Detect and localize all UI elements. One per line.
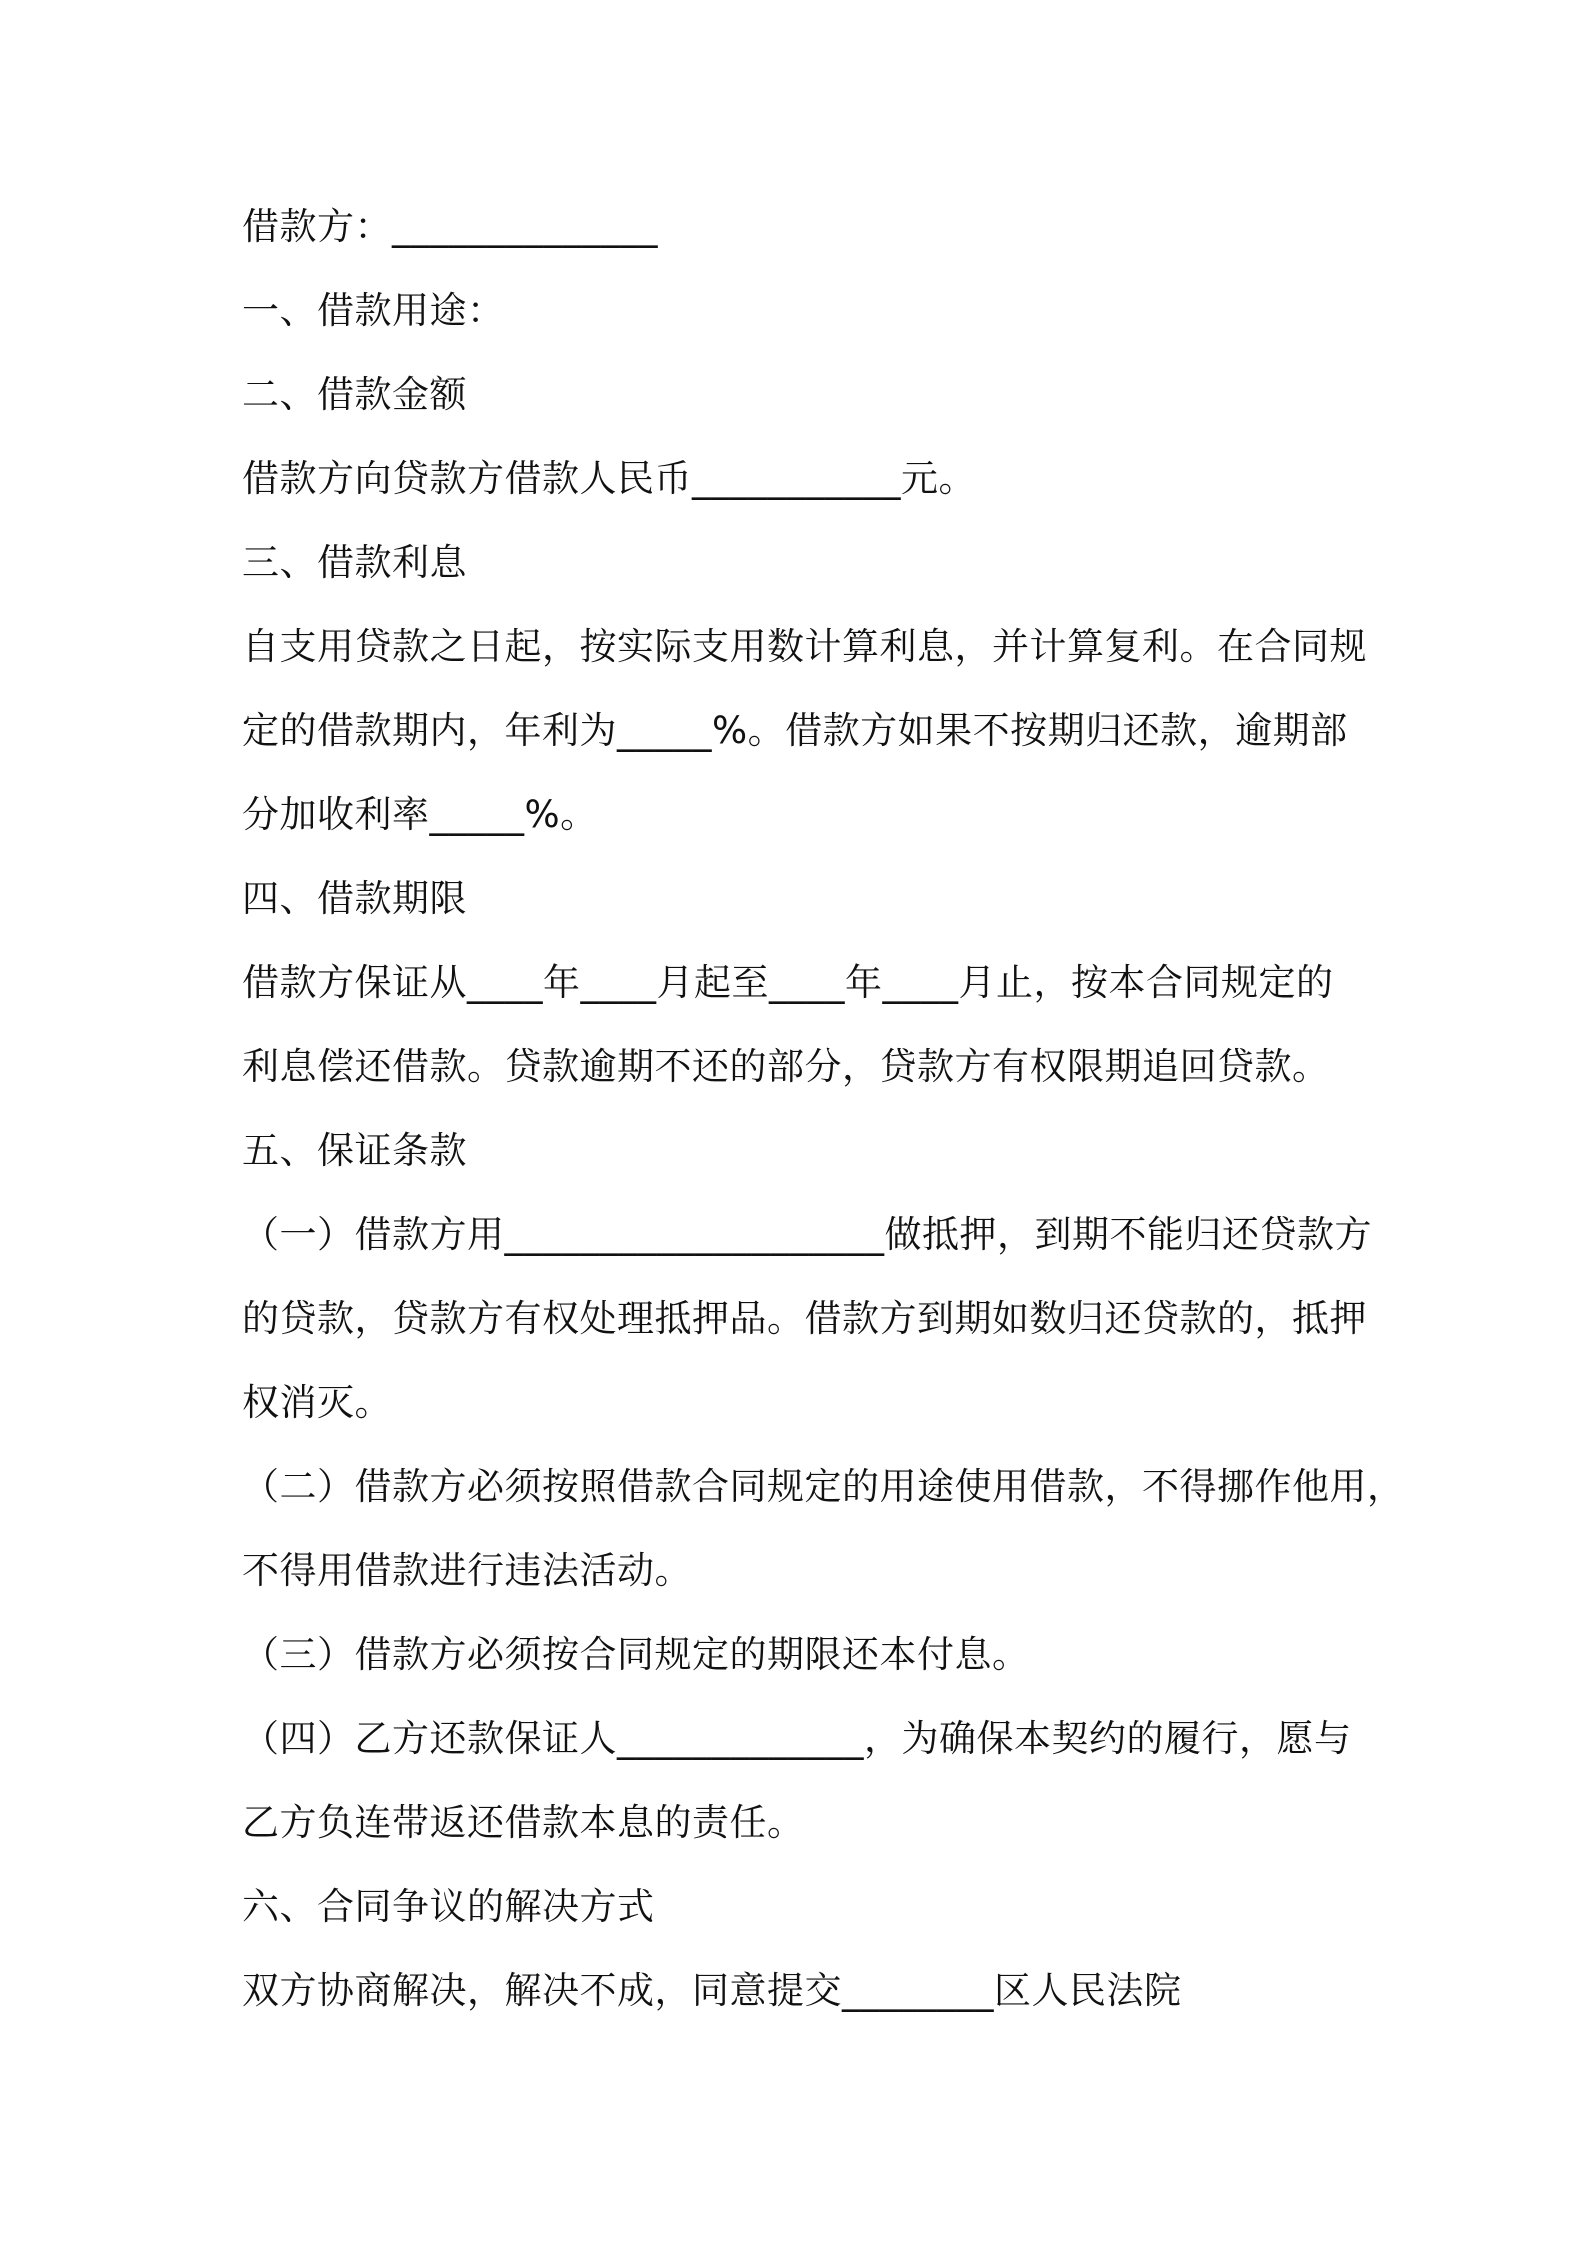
term-text-line-1: 借款方保证从____年____月起至____年____月止，按本合同规定的 — [242, 961, 1334, 1004]
guarantee-clause-1-line-1: （一）借款方用____________________做抵押，到期不能归还贷款方 — [242, 1213, 1372, 1256]
section-heading-guarantee: 五、保证条款 — [242, 1129, 467, 1172]
interest-text-line-1: 自支用贷款之日起，按实际支用数计算利息，并计算复利。在合同规 — [242, 625, 1367, 668]
borrower-field-line: 借款方：______________ — [242, 205, 658, 248]
section-heading-purpose: 一、借款用途： — [242, 289, 505, 332]
dispute-text-line: 双方协商解决，解决不成，同意提交________区人民法院 — [242, 1969, 1182, 2012]
section-heading-term: 四、借款期限 — [242, 877, 467, 920]
interest-text-line-2: 定的借款期内，年利为_____%。借款方如果不按期归还款，逾期部 — [242, 709, 1348, 752]
guarantee-clause-4-line-2: 乙方负连带返还借款本息的责任。 — [242, 1801, 805, 1844]
section-heading-interest: 三、借款利息 — [242, 541, 467, 584]
guarantee-clause-2-line-2: 不得用借款进行违法活动。 — [242, 1549, 692, 1592]
section-heading-dispute: 六、合同争议的解决方式 — [242, 1885, 655, 1928]
guarantee-clause-4-line-1: （四）乙方还款保证人_____________，为确保本契约的履行，愿与 — [242, 1717, 1352, 1760]
amount-text-line: 借款方向贷款方借款人民币___________元。 — [242, 457, 976, 500]
guarantee-clause-1-line-2: 的贷款，贷款方有权处理抵押品。借款方到期如数归还贷款的，抵押 — [242, 1297, 1367, 1340]
guarantee-clause-2-line-1: （二）借款方必须按照借款合同规定的用途使用借款，不得挪作他用， — [242, 1465, 1405, 1508]
guarantee-clause-3-line: （三）借款方必须按合同规定的期限还本付息。 — [242, 1633, 1030, 1676]
interest-text-line-3: 分加收利率_____%。 — [242, 793, 598, 836]
term-text-line-2: 利息偿还借款。贷款逾期不还的部分，贷款方有权限期追回贷款。 — [242, 1045, 1330, 1088]
section-heading-amount: 二、借款金额 — [242, 373, 467, 416]
guarantee-clause-1-line-3: 权消灭。 — [242, 1381, 392, 1424]
